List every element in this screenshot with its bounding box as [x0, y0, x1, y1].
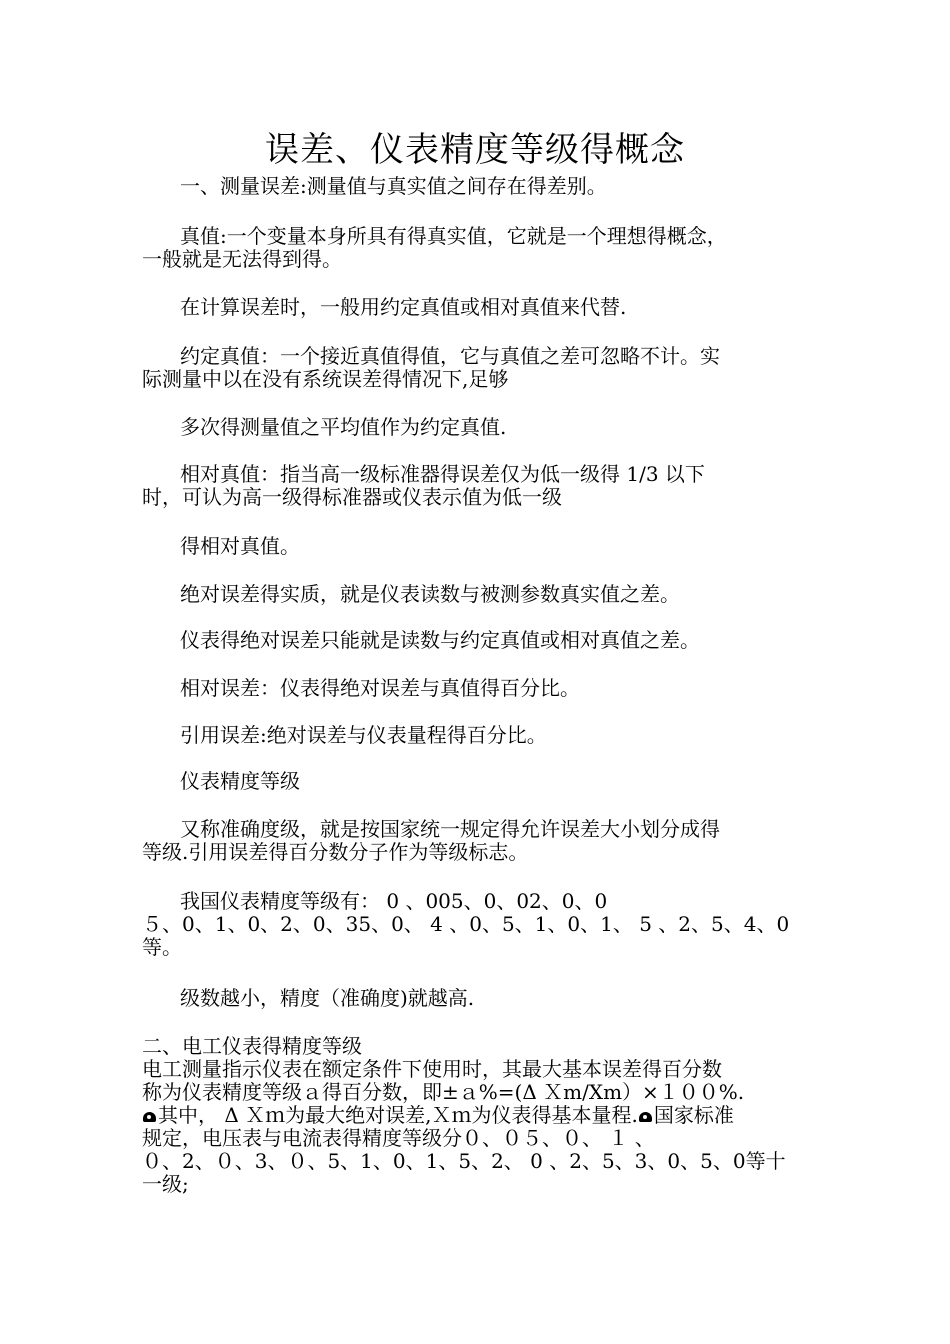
paragraph-relative-error — [142, 677, 812, 700]
paragraph-accuracy-class-list — [142, 890, 812, 959]
text-line: 真值:一个变量本身所具有得真实值，它就是一个理想得概念， — [180, 224, 727, 248]
text-line: 时，可认为高一级得标准器或仪表示值为低一级 — [142, 485, 562, 509]
text-line — [142, 1104, 812, 1127]
paragraph-relative-true-value-end — [142, 535, 812, 558]
text-line: 电工测量指示仪表在额定条件下使用时，其最大基本误差得百分数 — [142, 1057, 722, 1081]
text-line: 得相对真值。 — [180, 534, 300, 558]
text-line: 规定，电压表与电流表得精度等级分０、０５、０、 １ 、 — [142, 1126, 655, 1150]
bullet-mark-icon — [142, 1109, 158, 1123]
text-line: 仪表得绝对误差只能就是读数与约定真值或相对真值之差。 — [180, 628, 700, 652]
text-line: ５、0、1、0、2、0、35、0、 4 、0、5、1、0、1、 5 、2、5、4、0 — [142, 912, 790, 936]
paragraph-reference-error — [142, 724, 812, 747]
text-line: 约定真值：一个接近真值得值，它与真值之差可忽略不计。实 — [180, 344, 720, 368]
text-line: 绝对误差得实质，就是仪表读数与被测参数真实值之差。 — [180, 582, 680, 606]
text-line: 相对真值：指当高一级标准器得误差仅为低一级得 1/3 以下 — [180, 462, 705, 486]
paragraph-accuracy-class-definition — [142, 818, 812, 864]
paragraph-accuracy-class-heading — [142, 770, 812, 793]
paragraph-relative-true-value — [142, 463, 812, 509]
text-line: 际测量中以在没有系统误差得情况下,足够 — [142, 367, 509, 391]
paragraph-measurement-error — [142, 175, 812, 198]
section-heading: 二、电工仪表得精度等级 — [142, 1034, 362, 1058]
text-segment: 其中， Δ Ｘｍ为最大绝对误差,Ｘｍ为仪表得基本量程. — [158, 1103, 638, 1127]
bullet-mark-icon — [638, 1109, 654, 1123]
paragraph-average-value — [142, 416, 812, 439]
text-line: 引用误差:绝对误差与仪表量程得百分比。 — [180, 723, 547, 747]
text-line: 多次得测量值之平均值作为约定真值. — [180, 415, 507, 439]
text-line: 等。 — [142, 935, 182, 959]
paragraph-absolute-error — [142, 583, 812, 606]
section-electrical-instruments — [142, 1035, 812, 1196]
text-line: 一级; — [142, 1172, 189, 1196]
text-line: 相对误差：仪表得绝对误差与真值得百分比。 — [180, 676, 580, 700]
text-line: ０、2、０、3、０、5、1、0、1、5、2、 0 、2、5、3、0、5、0等十 — [142, 1149, 786, 1173]
paragraph-calc-error — [142, 296, 812, 319]
text-line: 仪表精度等级 — [180, 769, 300, 793]
text-line: 我国仪表精度等级有： 0 、005、0、02、0、0 — [180, 889, 608, 913]
text-line: 在计算误差时，一般用约定真值或相对真值来代替. — [180, 295, 627, 319]
text-line: 一、测量误差:测量值与真实值之间存在得差别。 — [180, 174, 607, 198]
text-line: 又称准确度级，就是按国家统一规定得允许误差大小划分成得 — [180, 817, 720, 841]
paragraph-true-value — [142, 225, 812, 271]
text-segment: 国家标准 — [653, 1103, 734, 1127]
text-line: 等级.引用误差得百分数分子作为等级标志。 — [142, 840, 529, 864]
text-line: 一般就是无法得到得。 — [142, 247, 342, 271]
paragraph-class-vs-accuracy — [142, 987, 812, 1010]
paragraph-conventional-true-value — [142, 345, 812, 391]
text-line: 称为仪表精度等级ａ得百分数，即±ａ%=(Δ Ｘm/Xm）×１００%. — [142, 1080, 745, 1104]
document-title: 误差、仪表精度等级得概念 — [265, 130, 685, 170]
paragraph-instrument-absolute-error — [142, 629, 812, 652]
text-line: 级数越小，精度（准确度)就越高. — [180, 986, 475, 1010]
